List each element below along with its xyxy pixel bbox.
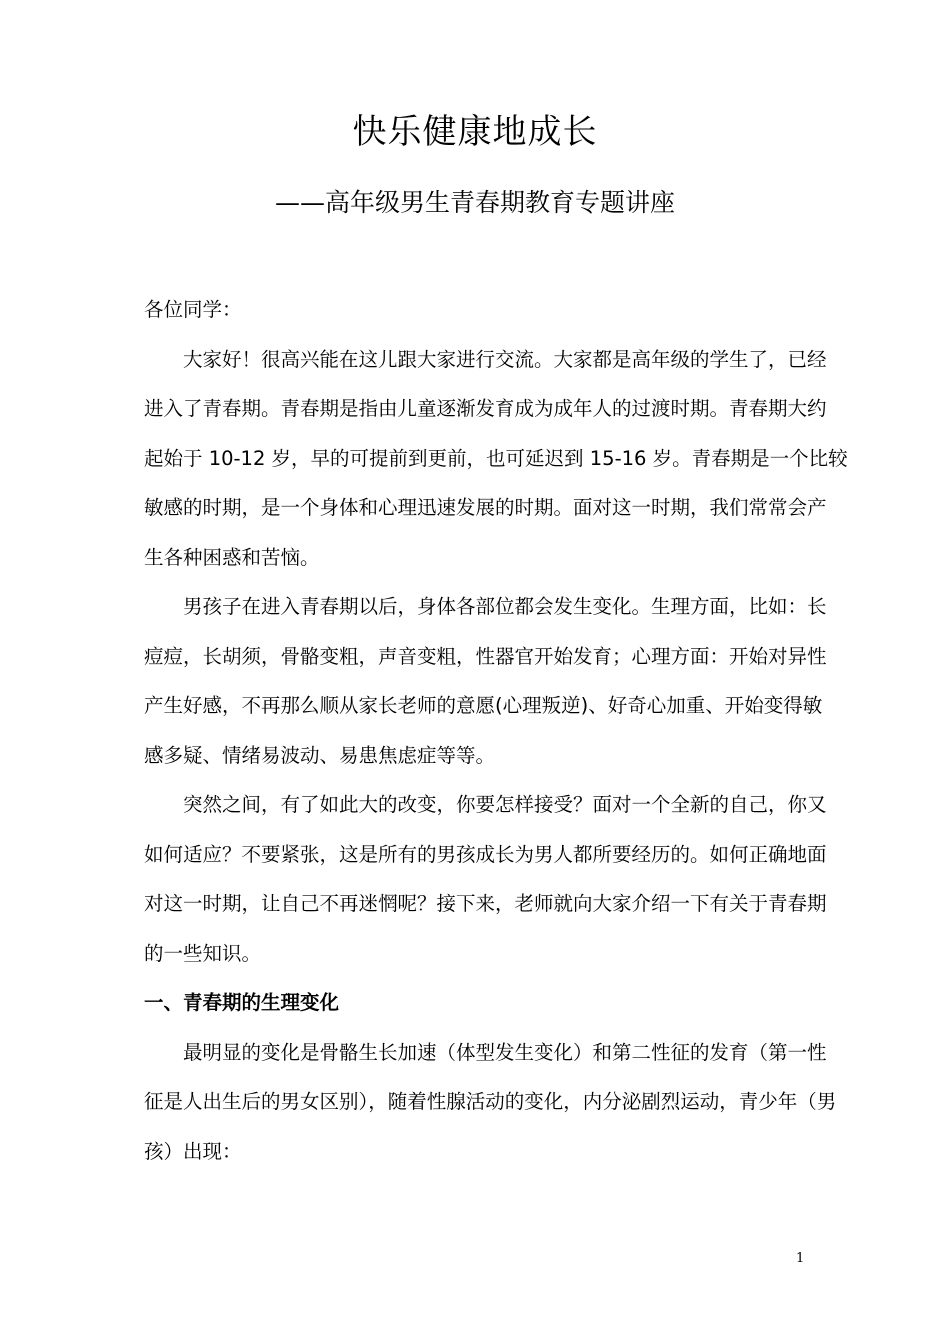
body-text-line: 各位同学：	[144, 298, 242, 321]
document-title: 快乐健康地成长	[352, 112, 598, 152]
body-text-line: 对这一时期，让自己不再迷惘呢？接下来，老师就向大家介绍一下有关于青春期	[144, 892, 827, 915]
section-heading: 一、青春期的生理变化	[144, 991, 340, 1014]
body-text-line: 征是人出生后的男女区别），随着性腺活动的变化，内分泌剧烈运动，青少年（男	[144, 1090, 837, 1113]
body-text-line: 感多疑、情绪易波动、易患焦虑症等等。	[144, 743, 496, 767]
body-text-line: 生各种困惑和苦恼。	[144, 545, 320, 569]
body-text-line: 敏感的时期，是一个身体和心理迅速发展的时期。面对这一时期，我们常常会产	[144, 496, 827, 519]
body-text-line: 的一些知识。	[144, 941, 262, 965]
body-text-line: 起始于 10-12 岁，早的可提前到更前，也可延迟到 15-16 岁。青春期是一个比较	[144, 446, 848, 470]
document-subtitle: ——高年级男生青春期教育专题讲座	[274, 188, 675, 217]
page-number: 1	[796, 1251, 805, 1266]
body-text-line: 产生好感，不再那么顺从家长老师的意愿(心理叛逆)、好奇心加重、开始变得敏	[144, 694, 823, 717]
body-text-line: 突然之间，有了如此大的改变，你要怎样接受？面对一个全新的自己，你又	[183, 793, 827, 816]
body-text-line: 如何适应？不要紧张，这是所有的男孩成长为男人都所要经历的。如何正确地面	[144, 842, 827, 866]
body-text-line: 大家好！很高兴能在这儿跟大家进行交流。大家都是高年级的学生了，已经	[183, 347, 827, 371]
body-text-line: 男孩子在进入青春期以后，身体各部位都会发生变化。生理方面，比如：长	[183, 595, 827, 618]
body-text-line: 最明显的变化是骨骼生长加速（体型发生变化）和第二性征的发育（第一性	[183, 1040, 827, 1064]
document-body	[144, 290, 848, 1181]
body-text-line: 痘痘，长胡须，骨骼变粗，声音变粗，性器官开始发育；心理方面：开始对异性	[144, 644, 827, 668]
body-text-line: 孩）出现：	[144, 1139, 242, 1163]
body-text-line: 进入了青春期。青春期是指由儿童逐渐发育成为成年人的过渡时期。青春期大约	[144, 397, 827, 420]
